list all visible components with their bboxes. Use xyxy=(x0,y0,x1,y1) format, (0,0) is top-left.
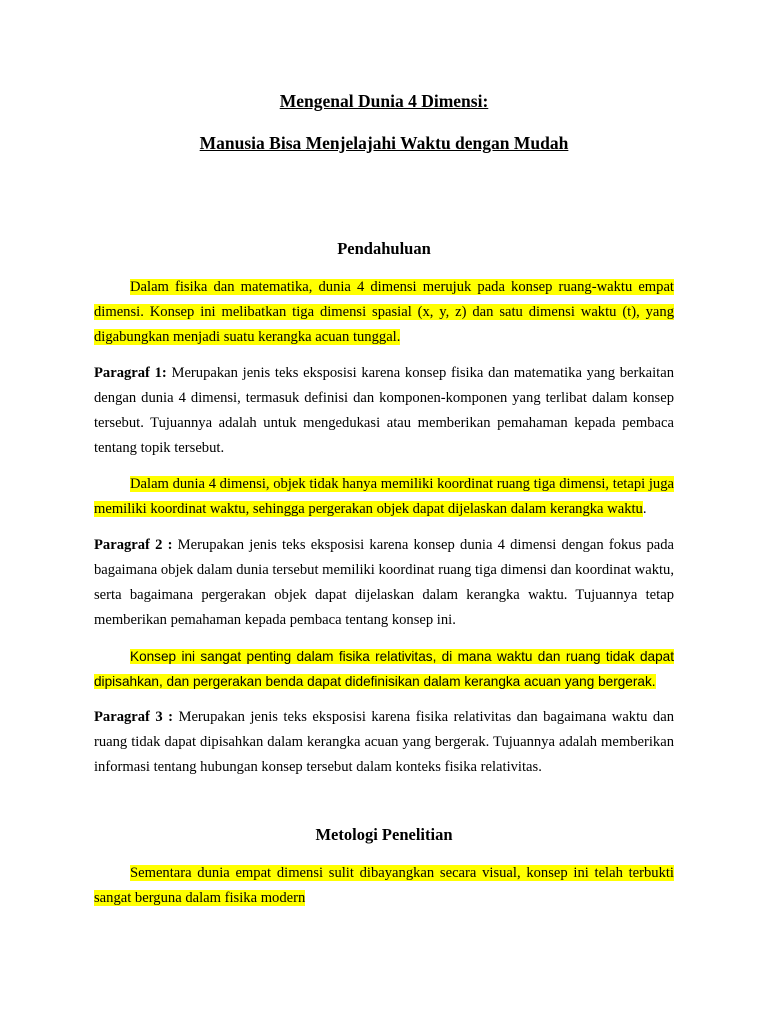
analysis-text-1: Merupakan jenis teks eksposisi karena konsep fisika dan matematika yang berkaitan dengan dunia 4 dimensi, termasuk definisi dan komponen-komponen yang terlibat dalam konsep tersebut. Tujuannya adalah untuk mengedukasi atau memberikan pemahaman kepada pembaca tentang topik tersebut. xyxy=(94,365,674,456)
analysis-text-2: Merupakan jenis teks eksposisi karena konsep dunia 4 dimensi dengan fokus pada bagaimana objek dalam dunia tersebut memiliki koordinat ruang tiga dimensi dan koordinat waktu, serta bagaimana pergerakan objek dapat dijelaskan dalam kerangka waktu. Tujuannya tetap memberikan pemahaman kepada pembaca tentang konsep ini. xyxy=(94,537,674,628)
document-title-line-2: Manusia Bisa Menjelajahi Waktu dengan Mudah xyxy=(199,133,569,153)
section-heading-metologi: Metologi Penelitian xyxy=(315,825,453,844)
highlighted-text-3: Konsep ini sangat penting dalam fisika relativitas, di mana waktu dan ruang tidak dapat dipisahkan, dan pergerakan benda dapat didefinisikan dalam kerangka acuan yang bergerak. xyxy=(94,649,674,689)
analysis-label-2: Paragraf 2 : xyxy=(94,537,173,553)
analysis-label-1: Paragraf 1: xyxy=(94,365,167,381)
highlighted-paragraph-4 xyxy=(94,861,674,911)
highlighted-paragraph-2 xyxy=(94,472,674,522)
document-title-line-1: Mengenal Dunia 4 Dimensi: xyxy=(279,91,489,111)
analysis-paragraph-2 xyxy=(94,533,674,633)
highlighted-paragraph-1 xyxy=(94,275,674,350)
highlighted-paragraph-3 xyxy=(94,644,674,694)
section-heading-pendahuluan: Pendahuluan xyxy=(337,239,431,258)
analysis-text-3: Merupakan jenis teks eksposisi karena fisika relativitas dan bagaimana waktu dan ruang tidak dapat dipisahkan dalam kerangka acuan yang bergerak. Tujuannya adalah memberikan informasi tentang hubungan konsep tersebut dalam konteks fisika relativitas. xyxy=(94,709,674,775)
highlighted-text-4: Sementara dunia empat dimensi sulit dibayangkan secara visual, konsep ini telah terbukti sangat berguna dalam fisika modern xyxy=(94,865,674,906)
analysis-paragraph-3 xyxy=(94,705,674,780)
analysis-label-3: Paragraf 3 : xyxy=(94,709,173,725)
highlighted-text-2: Dalam dunia 4 dimensi, objek tidak hanya memiliki koordinat ruang tiga dimensi, tetapi juga memiliki koordinat waktu, sehingga pergerakan objek dapat dijelaskan dalam kerangka waktu xyxy=(94,476,674,517)
highlighted-text-2-tail: . xyxy=(642,501,647,517)
analysis-paragraph-1 xyxy=(94,361,674,461)
highlighted-text-1: Dalam fisika dan matematika, dunia 4 dimensi merujuk pada konsep ruang-waktu empat dimensi. Konsep ini melibatkan tiga dimensi spasial (x, y, z) dan satu dimensi waktu (t), yang digabungkan menjadi suatu kerangka acuan tunggal. xyxy=(94,279,674,345)
